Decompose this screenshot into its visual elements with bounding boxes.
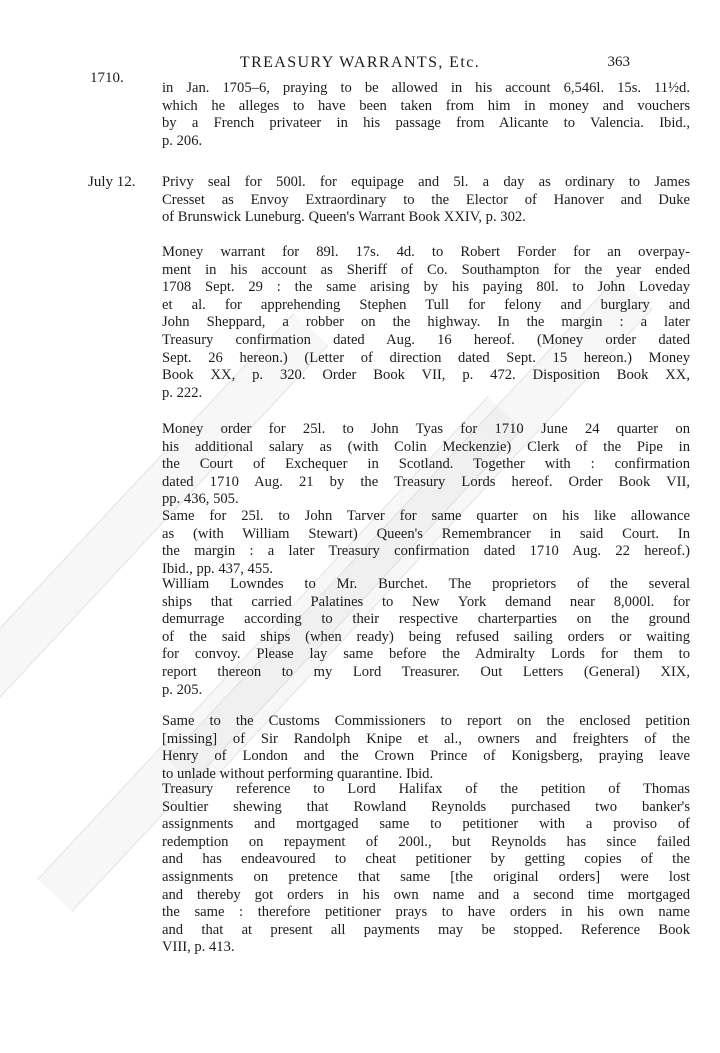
entry-paragraph: Treasury reference to Lord Halifax of the petition of Thomas Soultier shewing that Rowland Reynolds purchased two banker's assignments and mortgaged same to petitioner with a proviso of redemption on repayment of 200l., but Reynolds has since failed and has endeavoured to cheat petitioner by getting copies of the assignments on pretence that same [the original orders] were lost and thereby got orders in his own name and a second time mortgaged the same : therefore petitioner prays to have orders in his own name and that at present all payments may be stopped. Reference Book VIII, p. 413.	[162, 781, 690, 956]
entry-paragraph: in Jan. 1705–6, praying to be allowed in his account 6,546l. 15s. 11½d. which he alleges to have been taken from him in money and vouchers by a French privateer in his passage from Alicante to Valencia. Ibid., p. 206.	[162, 80, 690, 149]
page-number: 363	[607, 54, 630, 70]
entry-paragraph: Money order for 25l. to John Tyas for 1710 June 24 quarter on his additional salary as (with Colin Meckenzie) Clerk of the Pipe in the Court of Exchequer in Scotland. Together with : confirmation dated 1710 Aug. 21 by the Treasury Lords hereof. Order Book VII, pp. 436, 505.	[162, 421, 690, 508]
margin-date: July 12.	[88, 174, 136, 190]
margin-year: 1710.	[90, 70, 124, 86]
entry-paragraph: Money warrant for 89l. 17s. 4d. to Robert Forder for an overpay- ment in his account as Sheriff of Co. Southampton for the year ended 1708 Sept. 29 : the same arising by his paying 80l. to John Loveday et al. for apprehending Stephen Tull for felony and burglary and John Sheppard, a robber on the highway. In the margin : a later Treasury confirmation dated Aug. 16 hereof. (Money order dated Sept. 26 hereon.) (Letter of direction dated Sept. 15 hereon.) Money Book XX, p. 320. Order Book VII, p. 472. Disposition Book XX, p. 222.	[162, 244, 690, 401]
entry-paragraph: Same for 25l. to John Tarver for same quarter on his like allowance as (with William Stewart) Queen's Remembrancer in said Court. In the margin : a later Treasury confirmation dated 1710 Aug. 22 hereof.) Ibid., pp. 437, 455.	[162, 508, 690, 577]
entry-paragraph: William Lowndes to Mr. Burchet. The proprietors of the several ships that carried Palatines to New York demand near 8,000l. for demurrage according to their respective charterparties on the ground of the said ships (when ready) being refused sailing orders or waiting for convoy. Please lay same before the Admiralty Lords for them to report thereon to my Lord Treasurer. Out Letters (General) XIX, p. 205.	[162, 576, 690, 698]
running-header-title: TREASURY WARRANTS, Etc.	[239, 54, 481, 71]
entry-paragraph: Privy seal for 500l. for equipage and 5l. a day as ordinary to James Cresset as Envoy Extraordinary to the Elector of Hanover and Duke of Brunswick Luneburg. Queen's Warrant Book XXIV, p. 302.	[162, 174, 690, 226]
entry-paragraph: Same to the Customs Commissioners to report on the enclosed petition [missing] of Sir Randolph Knipe et al., owners and freighters of the Henry of London and the Crown Prince of Konigsberg, praying leave to unlade without performing quarantine. Ibid.	[162, 713, 690, 782]
